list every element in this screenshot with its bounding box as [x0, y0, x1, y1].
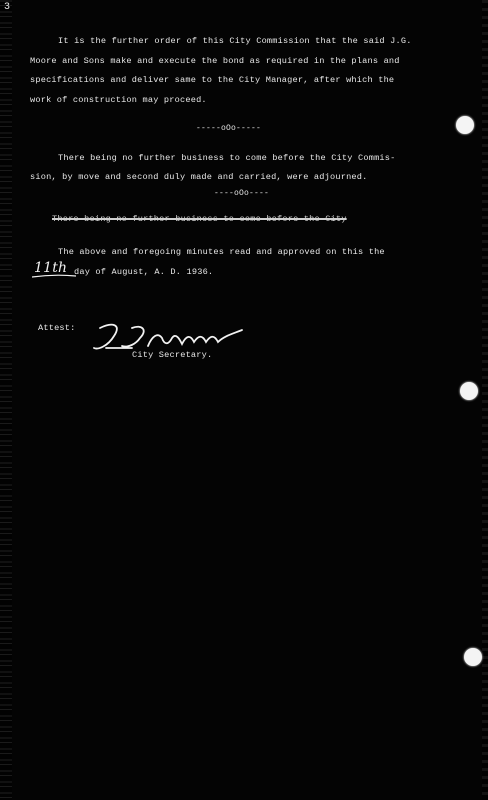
paragraph1-line4: work of construction may proceed. [30, 95, 207, 105]
punch-hole-top [456, 116, 474, 134]
svg-text:11th: 11th [34, 260, 68, 276]
attest-label: Attest: [38, 323, 76, 333]
approval-date: day of August, A. D. 1936. [74, 267, 214, 277]
paragraph1-line3: specifications and deliver same to the City Manager, after which the [30, 75, 395, 85]
paragraph1-line1: It is the further order of this City Commission that the said J.G. [58, 36, 412, 46]
signature-title: City Secretary. [132, 350, 213, 360]
separator-1: -----oOo----- [196, 124, 262, 133]
approval-line: The above and foregoing minutes read and approved on this the [58, 247, 385, 257]
struck-through-line: There being no further business to come before the City [52, 214, 347, 224]
paragraph1-line2: Moore and Sons make and execute the bond as required in the plans and [30, 56, 400, 66]
punch-hole-middle [460, 382, 478, 400]
separator-2: ----oOo---- [214, 189, 270, 198]
paragraph2-line2: sion, by move and second duly made and carried, were adjourned. [30, 172, 368, 182]
left-scan-edge [0, 0, 12, 800]
paragraph2-line1: There being no further business to come before the City Commis- [58, 153, 396, 163]
right-scan-edge [482, 0, 488, 800]
punch-hole-bottom [464, 648, 482, 666]
handwritten-day [32, 258, 78, 282]
corner-mark: 3 [4, 2, 11, 13]
